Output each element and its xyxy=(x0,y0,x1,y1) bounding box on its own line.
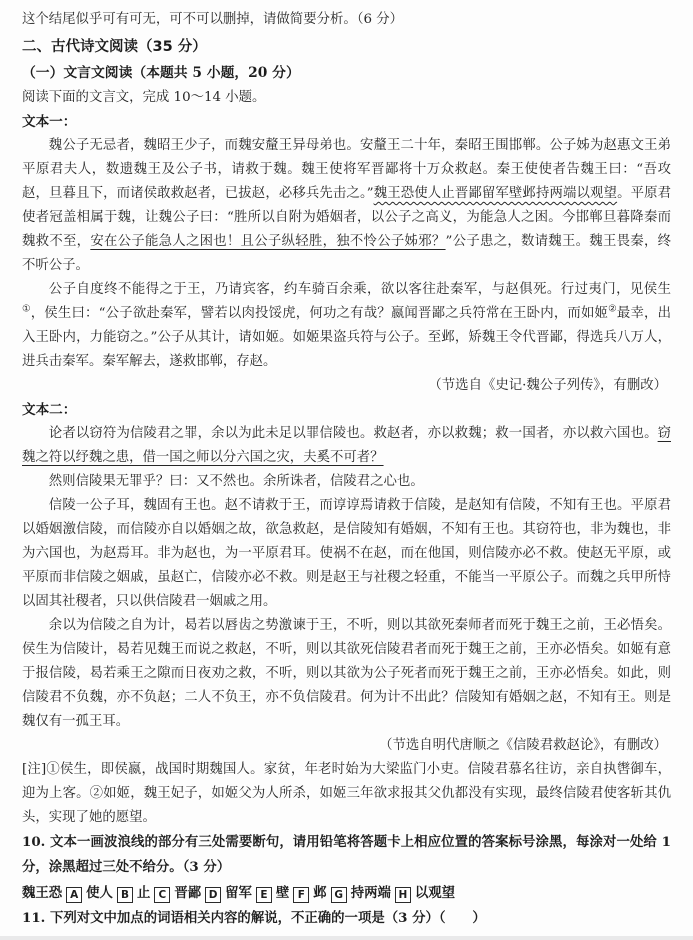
notes-paragraph: [注]①侯生，即侯嬴，战国时期魏国人。家贫，年老时始为大梁监门小吏。信陵君慕名往访，亲自执辔御车，迎为上客。②如姬，魏王妃子，如姬父为人所杀，如姬三年欲求报其父仇都没有实现，最终信陵君使客斩其仇头，实现了她的愿望。 xyxy=(22,762,671,825)
text2-paragraph-1 xyxy=(22,422,671,470)
footnote-marker-1: ① xyxy=(22,303,31,315)
text1-paragraph-1 xyxy=(22,134,671,278)
subsection-heading: （一）文言文阅读（本题共 5 小题，20 分） xyxy=(22,65,300,81)
seg-text-5: 留军 xyxy=(225,885,252,901)
answer-letter-box-b: B xyxy=(117,887,133,903)
seg-text-7: 邺 xyxy=(313,885,327,901)
answer-letter-box-c: C xyxy=(154,887,170,903)
seg-text-8: 持两端 xyxy=(350,885,391,901)
text1-p1-part-b: 。平原君使者冠盖相属于魏，让魏公子曰：“胜所以自附为婚姻者，以公子之高义，为能急人之困。今邯郸旦暮降秦而魏救不至， xyxy=(22,186,672,249)
seg-text-3: 止 xyxy=(136,885,151,901)
intro-line: 这个结尾似乎可有可无，可不可以删掉，请做简要分析。（6 分） xyxy=(22,12,404,27)
answer-letter-box-e: E xyxy=(256,887,272,903)
answer-letter-box-g: G xyxy=(331,887,347,903)
text1-p2-part-a: 公子自度终不能得之于王，乃请宾客，约车骑百余乘，欲以客往赴秦军，与赵俱死。行过夷门，见侯生 xyxy=(48,282,671,297)
answer-letter-box-f: F xyxy=(293,887,309,903)
solid-underline-segment-2: 窃魏之符以纾魏之患，借一国之师以分六国之灾，夫奚不可者？ xyxy=(22,426,671,465)
seg-text-4: 晋鄙 xyxy=(174,885,202,901)
segmentation-answer-line xyxy=(22,880,671,906)
seg-text-6: 壁 xyxy=(275,885,290,901)
text2-paragraph-3: 信陵一公子耳，魏固有王也。赵不请救于王，而谆谆焉请救于信陵，是赵知有信陵，不知有王也。平原君以婚姻激信陵，而信陵亦自以婚姻之故，欲急救赵，是信陵知有婚姻，不知有王也。其窃符也，非为魏也，非为六国也，为赵焉耳。非为赵也，为一平原君耳。使祸不在赵，而在他国，则信陵亦必不救。使赵无平原，或平原而非信陵之姻戚，虽赵亡，信陵亦必不救。则是赵王与社稷之轻重，不能当一平原公子。而魏之兵甲所恃以固其社稷者，只以供信陵君一姻戚之用。 xyxy=(22,498,671,609)
question-11-stem: 11. 下列对文中加点的词语相关内容的解说，不正确的一项是（3 分）（ ） xyxy=(22,910,486,926)
answer-letter-box-h: H xyxy=(395,887,411,903)
wavy-underline-segment: 魏王恐使人止晋鄙留军壁邺持两端以观望 xyxy=(373,186,618,201)
text1-p2-part-b: ，侯生曰：“公子欲赴秦军，譬若以肉投馁虎，何功之有哉？嬴闻晋鄙之兵符常在王卧内，而如姬 xyxy=(30,306,609,321)
footnote-marker-2: ② xyxy=(608,303,617,315)
text1-p2-part-c: 最幸，出入王卧内，力能窃之。”公子从其计，请如姬。如姬果盗兵符与公子。至邺，矫魏王令代晋鄙，得选兵八万人，进兵击秦军。秦军解去，遂救邯郸，存赵。 xyxy=(22,306,672,369)
instruction-line: 阅读下面的文言文，完成 10～14 小题。 xyxy=(22,90,266,105)
answer-letter-box-d: D xyxy=(205,887,221,903)
text1-label: 文本一： xyxy=(22,114,77,130)
text2-label: 文本二： xyxy=(22,402,77,418)
page-bottom-edge xyxy=(0,936,693,940)
text1-paragraph-2 xyxy=(22,278,671,374)
text2-source: （节选自明代唐顺之《信陵君救赵论》，有删改） xyxy=(379,738,667,753)
seg-text-1: 魏王恐 xyxy=(22,885,63,901)
section-heading: 二、古代诗文阅读（35 分） xyxy=(22,39,207,55)
seg-text-2: 使人 xyxy=(86,885,113,901)
seg-text-9: 以观望 xyxy=(414,885,456,901)
text2-p1-part-a: 论者以窃符为信陵君之罪，余以为此未足以罪信陵也。救赵者，亦以救魏；救一国者，亦以救六国也。 xyxy=(48,426,658,441)
text2-paragraph-4: 余以为信陵之自为计，曷若以唇齿之势激谏于王，不听，则以其欲死秦师者而死于魏王之前，王必悟矣。侯生为信陵计，曷若见魏王而说之救赵，不听，则以其欲死信陵君者而死于魏王之前，王亦必悟矣。如姬有意于报信陵，曷若乘王之隙而日夜劝之救，不听，则以其欲为公子死者而死于魏王之前，王亦必悟矣。如此，则信陵君不负魏，亦不负赵；二人不负王，亦不负信陵君。何为计不出此？信陵知有婚姻之赵，不知有王。则是魏仅有一孤王耳。 xyxy=(22,618,671,729)
text2-paragraph-2: 然则信陵果无罪乎？曰：又不然也。余所诛者，信陵君之心也。 xyxy=(48,474,424,489)
text1-source: （节选自《史记·魏公子列传》，有删改） xyxy=(428,378,667,393)
text1-p1-part-c: ”公子患之，数请魏王。魏王畏秦，终不听公子。 xyxy=(22,234,671,273)
answer-letter-box-a: A xyxy=(66,887,82,903)
text1-p1-part-a: 魏公子无忌者，魏昭王少子，而魏安釐王异母弟也。安釐王二十年，秦昭王围邯郸。公子姊为赵惠文王弟平原君夫人，数遗魏王及公子书，请救于魏。魏王使将军晋鄙将十万众救赵。秦王使使者告魏王曰：“吾攻赵，旦暮且下，而诸侯敢救赵者，已拔赵，必移兵先击之。” xyxy=(22,138,671,201)
solid-underline-segment-1: 安在公子能急人之困也！且公子纵轻胜，独不怜公子姊邪？ xyxy=(90,234,446,249)
question-10-stem: 10. 文本一画波浪线的部分有三处需要断句，请用铅笔将答题卡上相应位置的答案标号涂黑，每涂对一处给 1 分，涂黑超过三处不给分。（3 分） xyxy=(22,834,671,875)
